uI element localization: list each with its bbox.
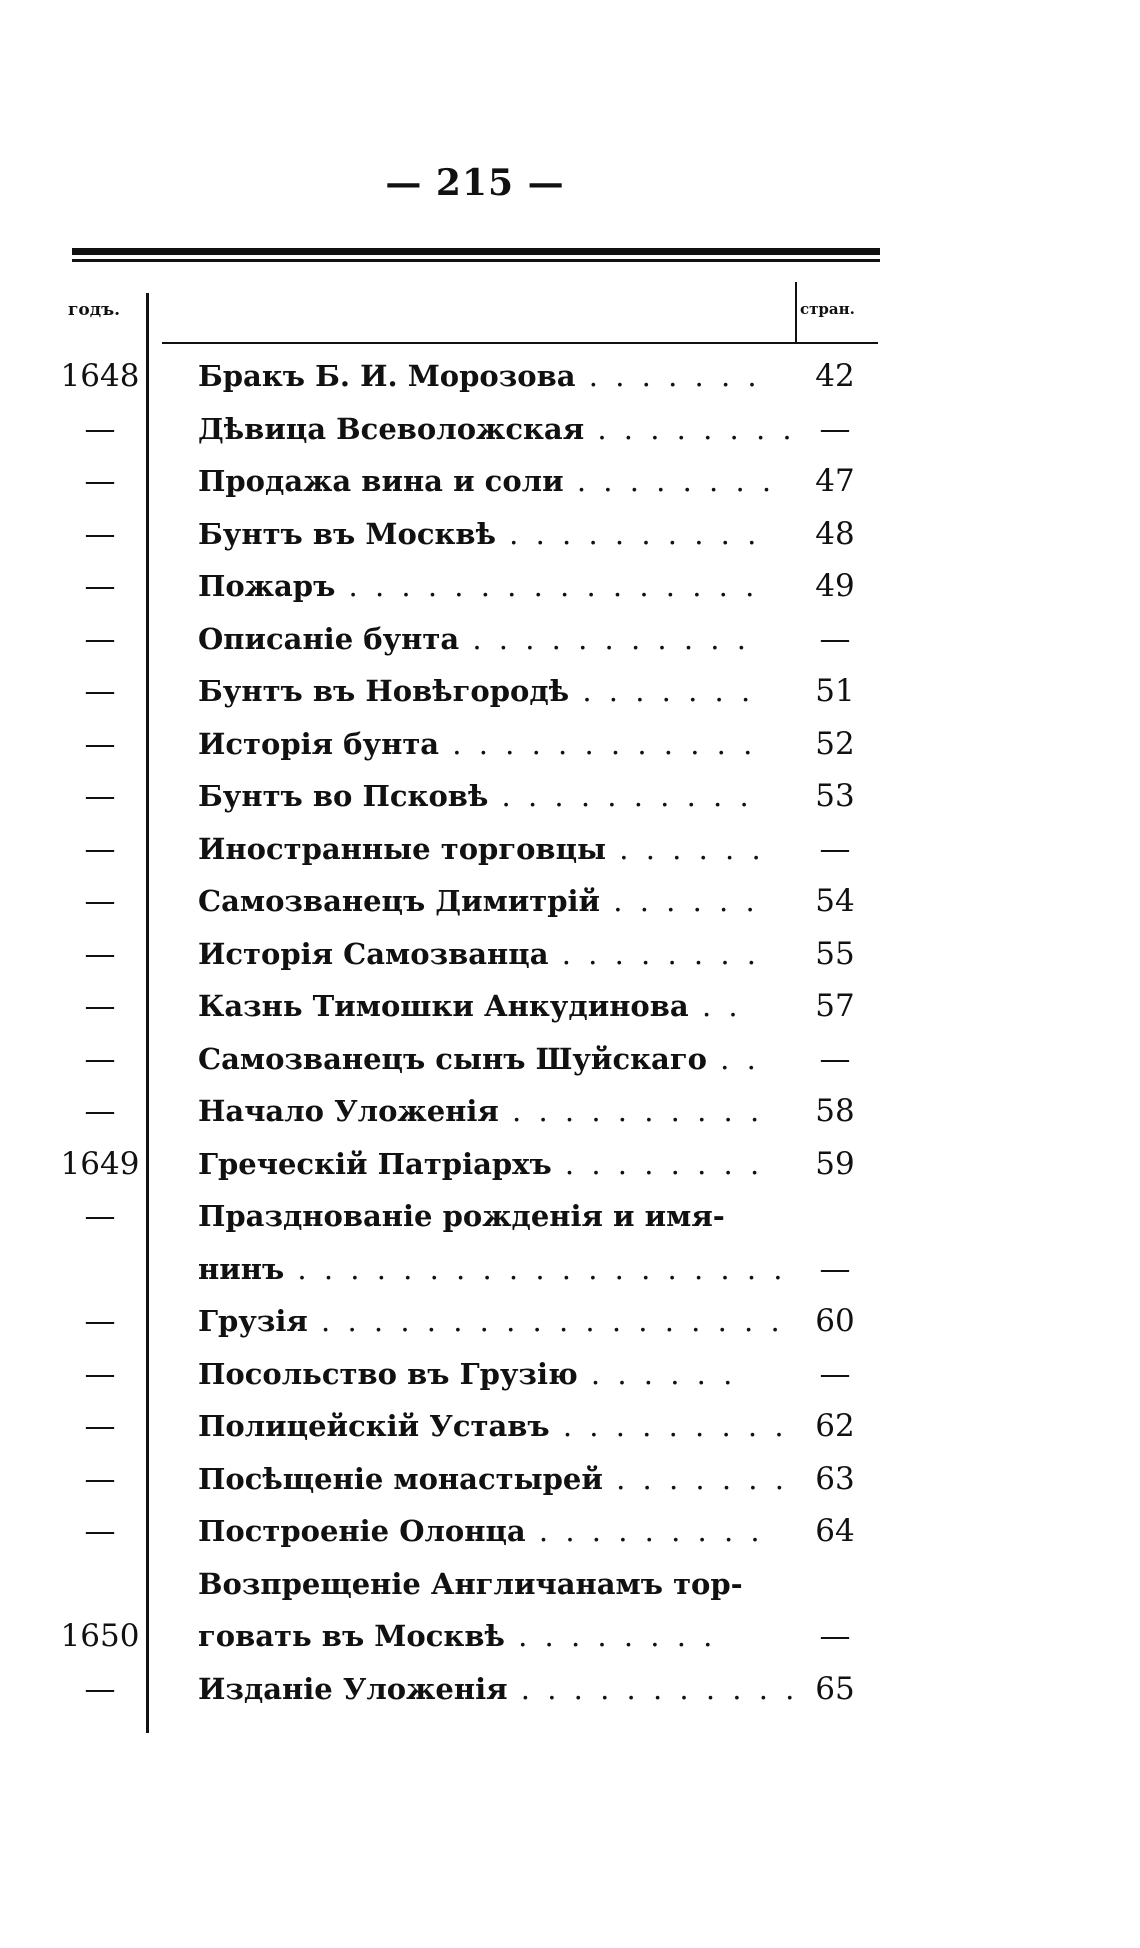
row-title bbox=[198, 1461, 788, 1497]
row-leader-dots: . . . . . . . . bbox=[504, 1619, 717, 1653]
row-leader-dots: . . . . . . . . . . bbox=[498, 1094, 764, 1128]
row-title-text: Иностранные торговцы bbox=[198, 831, 607, 866]
row-year: — bbox=[84, 1513, 116, 1549]
row-title bbox=[198, 936, 760, 972]
row-title-text: Продажа вина и соли bbox=[198, 464, 564, 498]
row-title bbox=[198, 1513, 764, 1549]
table-row bbox=[0, 875, 1140, 928]
row-year: — bbox=[84, 1355, 116, 1392]
page-number: — 215 — bbox=[385, 162, 565, 204]
row-leader-dots: . . . . . . . . bbox=[548, 936, 760, 971]
row-title-text: говать въ Москвѣ bbox=[198, 1619, 505, 1653]
row-leader-dots: . . . . . . bbox=[577, 1356, 737, 1391]
row-leader-dots: . . bbox=[688, 989, 742, 1023]
row-year: 1649 bbox=[60, 1145, 140, 1182]
table-row bbox=[0, 613, 1140, 666]
row-year: — bbox=[84, 673, 116, 709]
row-page: — bbox=[819, 620, 851, 657]
row-title bbox=[198, 1671, 799, 1707]
table-row bbox=[0, 1558, 1140, 1611]
row-leader-dots: . . . . . . . . . . bbox=[495, 516, 761, 551]
row-title-text: Самозванецъ сынъ Шуйскаго bbox=[198, 1041, 707, 1076]
page-column-header: стран. bbox=[800, 300, 855, 318]
row-year: — bbox=[84, 568, 116, 604]
row-year: 1650 bbox=[60, 1618, 140, 1654]
row-leader-dots: . . . . . . . . . bbox=[549, 1409, 788, 1443]
row-title bbox=[198, 988, 746, 1024]
row-title bbox=[198, 1093, 764, 1129]
row-leader-dots: . . . . . . . . bbox=[563, 464, 776, 498]
row-title bbox=[198, 411, 796, 447]
row-page: — bbox=[819, 1618, 851, 1654]
row-leader-dots: . . . . . . . . . bbox=[525, 1514, 764, 1548]
row-page: 51 bbox=[815, 673, 855, 709]
table-row bbox=[0, 980, 1140, 1033]
row-title bbox=[198, 1408, 788, 1444]
row-year: — bbox=[84, 1303, 116, 1339]
row-title bbox=[198, 1303, 784, 1339]
row-year: — bbox=[84, 725, 116, 762]
row-title bbox=[198, 1566, 746, 1602]
row-title-text: Посольство въ Грузію bbox=[198, 1356, 578, 1391]
row-year: 1648 bbox=[60, 358, 140, 394]
row-page: 59 bbox=[815, 1145, 855, 1182]
row-title-text: Исторія Самозванца bbox=[198, 936, 549, 971]
row-year: — bbox=[84, 1040, 116, 1077]
row-title-text: Бракъ Б. И. Морозова bbox=[198, 359, 576, 393]
table-row bbox=[0, 1400, 1140, 1453]
row-year: — bbox=[84, 1670, 116, 1707]
row-leader-dots: . . bbox=[706, 1041, 760, 1076]
row-title-text: Изданіе Уложенія bbox=[198, 1671, 508, 1706]
table-row bbox=[0, 403, 1140, 456]
row-page: 63 bbox=[815, 1460, 855, 1497]
row-page: 54 bbox=[815, 883, 855, 919]
table-row bbox=[0, 1243, 1140, 1296]
table-row bbox=[0, 1610, 1140, 1663]
row-title-text: Бунтъ во Псковѣ bbox=[198, 779, 489, 813]
row-page: 42 bbox=[815, 358, 855, 394]
row-year: — bbox=[84, 1408, 116, 1444]
table-row bbox=[0, 1663, 1140, 1716]
row-page: 53 bbox=[815, 778, 855, 814]
row-title-text: Греческій Патріархъ bbox=[198, 1146, 552, 1181]
row-page: 58 bbox=[815, 1093, 855, 1129]
table-row bbox=[0, 1295, 1140, 1348]
row-page: 64 bbox=[815, 1513, 855, 1549]
row-leader-dots: . . . . . . bbox=[600, 884, 759, 918]
row-title bbox=[198, 1618, 746, 1654]
row-title bbox=[198, 1041, 760, 1077]
row-title bbox=[198, 726, 757, 762]
row-title bbox=[198, 778, 753, 814]
row-page: 65 bbox=[815, 1670, 855, 1707]
row-leader-dots: . . . . . . . . . . . . . . . . bbox=[335, 569, 759, 603]
row-title bbox=[198, 1146, 764, 1182]
row-title-text: Описаніе бунта bbox=[198, 621, 460, 656]
table-row bbox=[0, 1190, 1140, 1243]
row-year: — bbox=[84, 988, 116, 1024]
row-year: — bbox=[84, 1198, 116, 1234]
row-year: — bbox=[84, 778, 116, 814]
year-column-header: годъ. bbox=[68, 300, 121, 320]
row-page: — bbox=[819, 410, 851, 447]
table-row bbox=[0, 1453, 1140, 1506]
row-title-text: Казнь Тимошки Анкудинова bbox=[198, 989, 689, 1023]
row-page: 60 bbox=[815, 1303, 855, 1339]
page-column-divider bbox=[795, 282, 797, 342]
row-year: — bbox=[84, 830, 116, 867]
row-title-text: Самозванецъ Димитрій bbox=[198, 884, 601, 918]
row-page: 62 bbox=[815, 1408, 855, 1444]
row-title-text: Празднованіе рожденія и имя- bbox=[198, 1199, 725, 1233]
row-title bbox=[198, 358, 761, 394]
row-page: — bbox=[819, 1040, 851, 1077]
table-row bbox=[0, 1033, 1140, 1086]
row-page: 48 bbox=[815, 515, 855, 552]
header-rule-thin bbox=[72, 259, 880, 262]
table-row bbox=[0, 770, 1140, 823]
row-title bbox=[198, 1198, 746, 1234]
row-leader-dots: . . . . . . . bbox=[569, 674, 755, 708]
row-title-text: Исторія бунта bbox=[198, 726, 440, 761]
row-title bbox=[198, 568, 759, 604]
row-year: — bbox=[84, 1460, 116, 1497]
row-title-text: Посѣщеніе монастырей bbox=[198, 1461, 603, 1496]
row-year: — bbox=[84, 935, 116, 972]
table-row bbox=[0, 508, 1140, 561]
row-year: — bbox=[84, 1093, 116, 1129]
table-row bbox=[0, 665, 1140, 718]
row-title-text: Бунтъ въ Москвѣ bbox=[198, 516, 496, 551]
header-rule-thick bbox=[72, 248, 880, 255]
row-leader-dots: . . . . . . . . . . . . . . . . . . . bbox=[284, 1251, 787, 1286]
row-title-text: нинъ bbox=[198, 1251, 285, 1286]
row-title-text: Возпрещеніе Англичанамъ тор- bbox=[198, 1566, 743, 1601]
table-row bbox=[0, 455, 1140, 508]
row-year: — bbox=[84, 883, 116, 919]
table-row bbox=[0, 823, 1140, 876]
row-year: — bbox=[84, 515, 116, 552]
row-page: — bbox=[819, 830, 851, 867]
table-row bbox=[0, 350, 1140, 403]
table-row bbox=[0, 1348, 1140, 1401]
contents-table bbox=[0, 350, 1140, 1715]
row-title bbox=[198, 516, 761, 552]
row-title bbox=[198, 831, 765, 867]
row-title bbox=[198, 1251, 787, 1287]
row-leader-dots: . . . . . . . bbox=[575, 359, 761, 393]
table-row bbox=[0, 1505, 1140, 1558]
row-title bbox=[198, 883, 759, 919]
row-title bbox=[198, 1356, 746, 1392]
row-page: 55 bbox=[815, 935, 855, 972]
row-title bbox=[198, 463, 776, 499]
row-leader-dots: . . . . . . . . bbox=[551, 1146, 764, 1181]
row-page: 57 bbox=[815, 988, 855, 1024]
row-leader-dots: . . . . . . . . bbox=[584, 411, 796, 446]
row-leader-dots: . . . . . . . . . . . bbox=[459, 621, 750, 656]
table-row bbox=[0, 718, 1140, 771]
header-underline bbox=[162, 342, 878, 344]
row-year: — bbox=[84, 410, 116, 447]
table-row bbox=[0, 1085, 1140, 1138]
table-row bbox=[0, 560, 1140, 613]
table-row bbox=[0, 928, 1140, 981]
row-leader-dots: . . . . . . . . . . . bbox=[507, 1671, 799, 1706]
row-leader-dots: . . . . . . . . . . bbox=[488, 779, 753, 813]
row-page: 52 bbox=[815, 725, 855, 762]
row-title-text: Грузія bbox=[198, 1304, 308, 1338]
row-title-text: Полицейскій Уставъ bbox=[198, 1409, 550, 1443]
row-year: — bbox=[84, 463, 116, 499]
row-leader-dots: . . . . . . bbox=[606, 831, 765, 866]
row-title-text: Пожаръ bbox=[198, 569, 336, 603]
row-page: — bbox=[819, 1250, 851, 1287]
row-page: 49 bbox=[815, 568, 855, 604]
row-page: — bbox=[819, 1355, 851, 1392]
row-page: 47 bbox=[815, 463, 855, 499]
row-year: — bbox=[84, 620, 116, 657]
row-leader-dots: . . . . . . . bbox=[602, 1461, 788, 1496]
row-title-text: Построеніе Олонца bbox=[198, 1514, 526, 1548]
row-leader-dots: . . . . . . . . . . . . bbox=[439, 726, 757, 761]
row-leader-dots: . . . . . . . . . . . . . . . . . . bbox=[307, 1304, 784, 1338]
row-title bbox=[198, 621, 750, 657]
row-title-text: Бунтъ въ Новѣгородѣ bbox=[198, 674, 570, 708]
row-title-text: Начало Уложенія bbox=[198, 1094, 499, 1128]
row-title-text: Дѣвица Всеволожская bbox=[198, 411, 585, 446]
row-title bbox=[198, 673, 755, 709]
table-row bbox=[0, 1138, 1140, 1191]
